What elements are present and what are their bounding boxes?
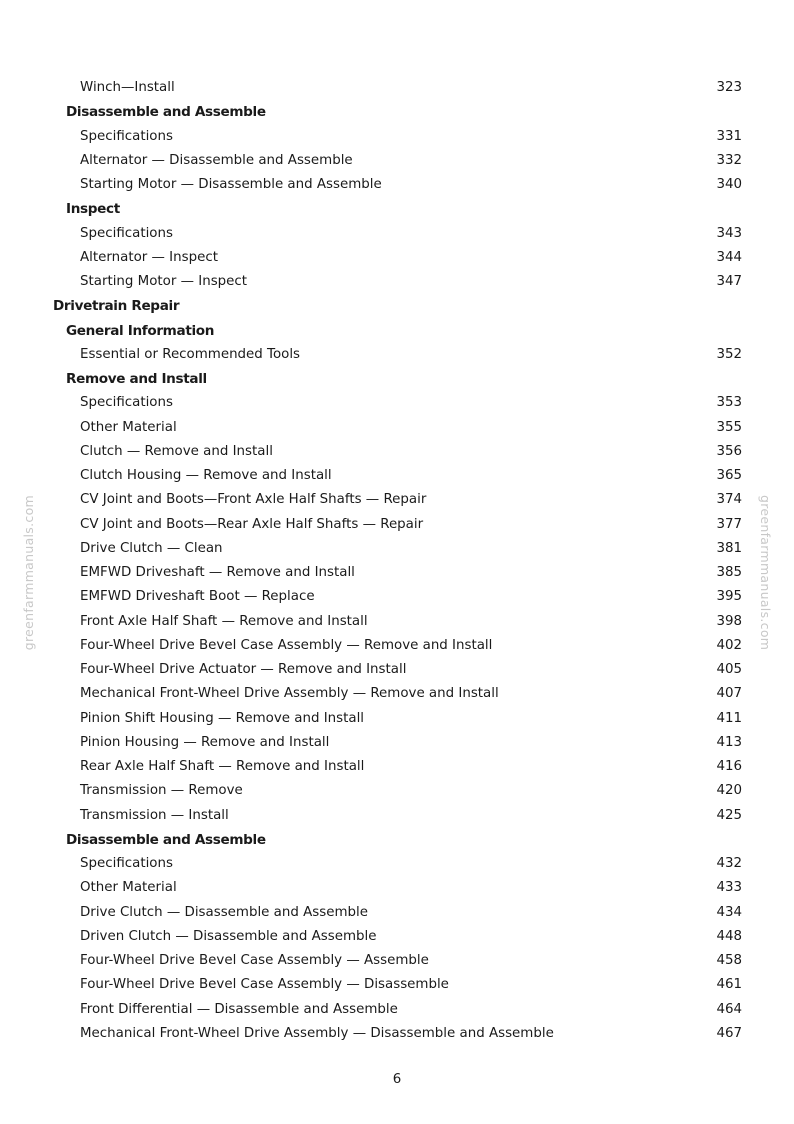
toc-entry[interactable]: [0, 634, 794, 658]
table-of-contents: [0, 76, 794, 1046]
toc-entry-page-number: 467: [716, 1025, 742, 1041]
toc-entry-title: Pinion Shift Housing — Remove and Install: [80, 710, 365, 726]
toc-entry-title: Alternator — Inspect: [80, 249, 218, 265]
toc-entry-title: Drive Clutch — Disassemble and Assemble: [80, 904, 368, 920]
toc-entry-title: Essential or Recommended Tools: [80, 346, 301, 362]
toc-entry-title: Specifications: [80, 128, 173, 144]
toc-entry-page-number: 398: [716, 613, 742, 629]
toc-entry-title: Transmission — Remove: [80, 783, 243, 799]
toc-entry[interactable]: [0, 876, 794, 900]
toc-entry-page-number: 413: [716, 734, 742, 750]
toc-entry-title: EMFWD Driveshaft Boot — Replace: [80, 589, 315, 605]
toc-entry[interactable]: [0, 513, 794, 537]
toc-entry-title: Specifications: [80, 856, 173, 871]
toc-entry-title: Other Material: [80, 419, 177, 435]
toc-entry-page-number: 416: [716, 759, 742, 774]
toc-entry-title: Driven Clutch — Disassemble and Assemble: [80, 928, 377, 944]
toc-entry-title: CV Joint and Boots—Rear Axle Half Shafts — Repair: [80, 516, 424, 532]
toc-section-heading: [0, 294, 794, 318]
toc-entry[interactable]: [0, 391, 794, 415]
toc-entry[interactable]: [0, 537, 794, 561]
toc-entry-title: Four-Wheel Drive Actuator — Remove and Install: [80, 662, 407, 677]
toc-entry-title: Other Material: [80, 880, 177, 896]
toc-entry[interactable]: [0, 658, 794, 682]
toc-entry-title: Disassemble and Assemble: [66, 831, 266, 848]
toc-entry-title: Drivetrain Repair: [53, 298, 180, 315]
toc-entry-title: CV Joint and Boots—Front Axle Half Shafts — Repair: [80, 492, 427, 508]
toc-entry-title: Four-Wheel Drive Bevel Case Assembly — Disassemble: [80, 977, 449, 993]
toc-entry[interactable]: [0, 707, 794, 731]
toc-entry-title: Mechanical Front-Wheel Drive Assembly — Disassemble and Assemble: [80, 1025, 554, 1041]
toc-subsection-heading: [0, 319, 794, 343]
toc-entry-page-number: 402: [716, 637, 742, 653]
toc-entry[interactable]: [0, 1022, 794, 1046]
toc-entry-title: Four-Wheel Drive Bevel Case Assembly — Remove and Install: [80, 637, 493, 653]
toc-entry-title: Disassemble and Assemble: [66, 104, 266, 121]
toc-entry-page-number: 433: [716, 880, 742, 896]
toc-entry[interactable]: [0, 343, 794, 367]
toc-entry-page-number: 331: [716, 128, 742, 144]
toc-entry-title: Specifications: [80, 395, 173, 411]
toc-entry-page-number: 420: [716, 783, 742, 799]
toc-entry[interactable]: [0, 416, 794, 440]
toc-entry-title: Mechanical Front-Wheel Drive Assembly — Remove and Install: [80, 686, 499, 702]
toc-entry-title: Front Differential — Disassemble and Assemble: [80, 1001, 398, 1017]
toc-entry-page-number: 343: [716, 225, 742, 241]
toc-entry-title: Specifications: [80, 225, 173, 241]
toc-entry[interactable]: [0, 755, 794, 779]
toc-entry-page-number: 434: [716, 904, 742, 920]
toc-entry[interactable]: [0, 949, 794, 973]
toc-entry-title: Rear Axle Half Shaft — Remove and Install: [80, 759, 365, 774]
toc-entry[interactable]: [0, 925, 794, 949]
toc-entry[interactable]: [0, 973, 794, 997]
page-number: 6: [392, 1072, 402, 1087]
toc-entry-page-number: 385: [716, 565, 742, 580]
toc-entry[interactable]: [0, 246, 794, 270]
toc-entry[interactable]: [0, 149, 794, 173]
toc-subsection-heading: [0, 367, 794, 391]
toc-entry-page-number: 355: [716, 419, 742, 435]
toc-entry-page-number: 395: [716, 589, 742, 605]
toc-entry-page-number: 365: [716, 468, 742, 483]
toc-entry[interactable]: [0, 610, 794, 634]
toc-entry[interactable]: [0, 440, 794, 464]
toc-entry-page-number: 347: [716, 274, 742, 289]
toc-entry[interactable]: [0, 173, 794, 197]
toc-entry[interactable]: [0, 779, 794, 803]
toc-entry[interactable]: [0, 222, 794, 246]
toc-entry[interactable]: [0, 464, 794, 488]
toc-entry-page-number: 374: [716, 492, 742, 508]
toc-entry-page-number: 461: [716, 977, 742, 993]
toc-entry-page-number: 332: [716, 152, 742, 168]
toc-entry[interactable]: [0, 270, 794, 294]
toc-subsection-heading: [0, 197, 794, 221]
toc-entry[interactable]: [0, 125, 794, 149]
toc-entry-title: EMFWD Driveshaft — Remove and Install: [80, 565, 355, 580]
toc-entry[interactable]: [0, 561, 794, 585]
toc-entry-page-number: 344: [716, 249, 742, 265]
toc-entry-page-number: 381: [716, 540, 742, 556]
toc-entry-title: Alternator — Disassemble and Assemble: [80, 152, 353, 168]
toc-entry-page-number: 448: [716, 928, 742, 944]
toc-entry[interactable]: [0, 585, 794, 609]
toc-entry[interactable]: [0, 682, 794, 706]
toc-entry-title: Transmission — Install: [80, 807, 229, 823]
toc-entry-title: Inspect: [66, 201, 120, 218]
toc-entry-title: Front Axle Half Shaft — Remove and Install: [80, 613, 368, 629]
toc-entry-page-number: 458: [716, 953, 742, 968]
toc-entry[interactable]: [0, 76, 794, 100]
toc-entry-title: General Information: [66, 322, 215, 339]
toc-entry-title: Pinion Housing — Remove and Install: [80, 734, 330, 750]
toc-entry-page-number: 464: [716, 1001, 742, 1017]
toc-entry-page-number: 340: [716, 177, 742, 192]
toc-entry-title: Starting Motor — Disassemble and Assemble: [80, 177, 382, 192]
toc-entry-page-number: 323: [716, 80, 742, 95]
toc-entry-title: Clutch Housing — Remove and Install: [80, 468, 332, 483]
toc-subsection-heading: [0, 100, 794, 124]
toc-entry-title: Remove and Install: [66, 371, 207, 387]
toc-entry[interactable]: [0, 804, 794, 828]
toc-entry-page-number: 407: [716, 686, 742, 702]
toc-entry-page-number: 352: [716, 346, 742, 362]
toc-entry-title: Clutch — Remove and Install: [80, 443, 273, 459]
toc-entry[interactable]: [0, 731, 794, 755]
toc-entry-title: Four-Wheel Drive Bevel Case Assembly — Assemble: [80, 953, 429, 968]
toc-entry[interactable]: [0, 998, 794, 1022]
toc-entry[interactable]: [0, 852, 794, 876]
toc-entry[interactable]: [0, 901, 794, 925]
watermark-left: greenfarmmanuals.com: [21, 495, 36, 651]
toc-entry-page-number: 425: [716, 807, 742, 823]
toc-entry-page-number: 432: [716, 856, 742, 871]
toc-entry-page-number: 405: [716, 662, 742, 677]
toc-entry-title: Drive Clutch — Clean: [80, 540, 223, 556]
toc-entry[interactable]: [0, 488, 794, 512]
toc-entry-page-number: 411: [716, 710, 742, 726]
watermark-right: greenfarmmanuals.com: [758, 495, 773, 651]
toc-entry-page-number: 353: [716, 395, 742, 411]
toc-entry-page-number: 377: [716, 516, 742, 532]
toc-subsection-heading: [0, 828, 794, 852]
toc-entry-page-number: 356: [716, 443, 742, 459]
toc-entry-title: Starting Motor — Inspect: [80, 274, 248, 289]
toc-entry-title: Winch—Install: [80, 80, 175, 95]
